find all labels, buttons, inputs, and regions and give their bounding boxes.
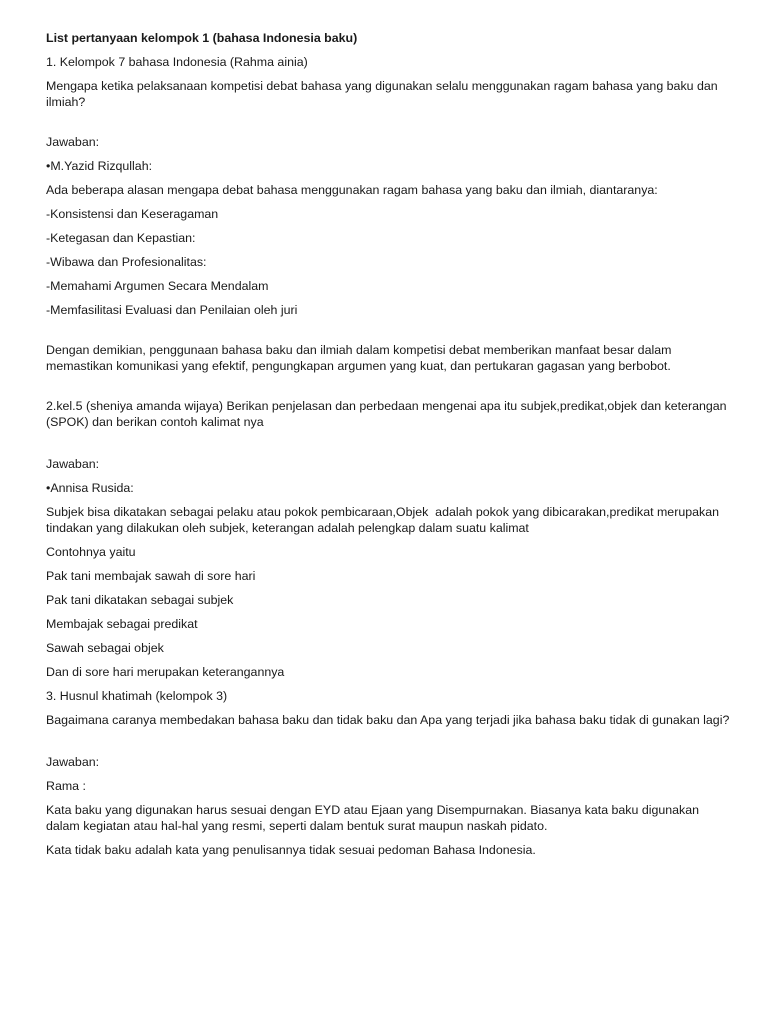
- q2-answer-label: Jawaban:: [46, 457, 100, 471]
- q2-line: Sawah sebagai objek: [46, 641, 164, 655]
- q1-answer-label: Jawaban:: [46, 135, 100, 149]
- q2-line: Pak tani membajak sawah di sore hari: [46, 569, 256, 583]
- q3-answer-label: Jawaban:: [46, 755, 100, 769]
- q3-paragraph-1: Kata baku yang digunakan harus sesuai dengan EYD atau Ejaan yang Disempurnakan. Biasanya kata baku digunakan dalam kegiatan atau hal-hal yang resmi, seperti dalam bentuk surat maupun naskah pidato.: [46, 803, 703, 833]
- q1-intro: Ada beberapa alasan mengapa debat bahasa menggunakan ragam bahasa yang baku dan ilmiah, diantaranya:: [46, 183, 658, 197]
- q1-point: -Memfasilitasi Evaluasi dan Penilaian oleh juri: [46, 303, 298, 317]
- q1-point: -Ketegasan dan Kepastian:: [46, 231, 196, 245]
- document-page: [46, 30, 736, 866]
- q2-answerer: •Annisa Rusida:: [46, 481, 134, 495]
- q1-heading: 1. Kelompok 7 bahasa Indonesia (Rahma ainia): [46, 55, 308, 69]
- q2-line: Membajak sebagai predikat: [46, 617, 198, 631]
- q1-question: Mengapa ketika pelaksanaan kompetisi debat bahasa yang digunakan selalu menggunakan ragam bahasa yang baku dan ilmiah?: [46, 79, 722, 109]
- q2-line: Pak tani dikatakan sebagai subjek: [46, 593, 234, 607]
- q2-line: Contohnya yaitu: [46, 545, 136, 559]
- q1-answerer: •M.Yazid Rizqullah:: [46, 159, 153, 173]
- q3-heading: 3. Husnul khatimah (kelompok 3): [46, 689, 228, 703]
- q2-question: 2.kel.5 (sheniya amanda wijaya) Berikan penjelasan dan perbedaan mengenai apa itu subjek,predikat,objek dan keterangan (SPOK) dan berikan contoh kalimat nya: [46, 399, 731, 429]
- q2-explanation: Subjek bisa dikatakan sebagai pelaku atau pokok pembicaraan,Objek adalah pokok yang dibicarakan,predikat merupakan tindakan yang dilakukan oleh subjek, keterangan adalah pelengkap dalam suatu kalimat: [46, 505, 723, 535]
- q1-point: -Memahami Argumen Secara Mendalam: [46, 279, 269, 293]
- q2-line: Dan di sore hari merupakan keterangannya: [46, 665, 285, 679]
- q3-paragraph-2: Kata tidak baku adalah kata yang penulisannya tidak sesuai pedoman Bahasa Indonesia.: [46, 843, 536, 857]
- q3-answerer: Rama :: [46, 779, 86, 793]
- q3-question: Bagaimana caranya membedakan bahasa baku dan tidak baku dan Apa yang terjadi jika bahasa baku tidak di gunakan lagi?: [46, 713, 730, 727]
- document-title: List pertanyaan kelompok 1 (bahasa Indonesia baku): [46, 31, 358, 45]
- q1-point: -Wibawa dan Profesionalitas:: [46, 255, 207, 269]
- q1-conclusion: Dengan demikian, penggunaan bahasa baku dan ilmiah dalam kompetisi debat memberikan manfaat besar dalam memastikan komunikasi yang efektif, pengungkapan argumen yang kuat, dan pertukaran gagasan yang berbobot.: [46, 343, 675, 373]
- q1-point: -Konsistensi dan Keseragaman: [46, 207, 219, 221]
